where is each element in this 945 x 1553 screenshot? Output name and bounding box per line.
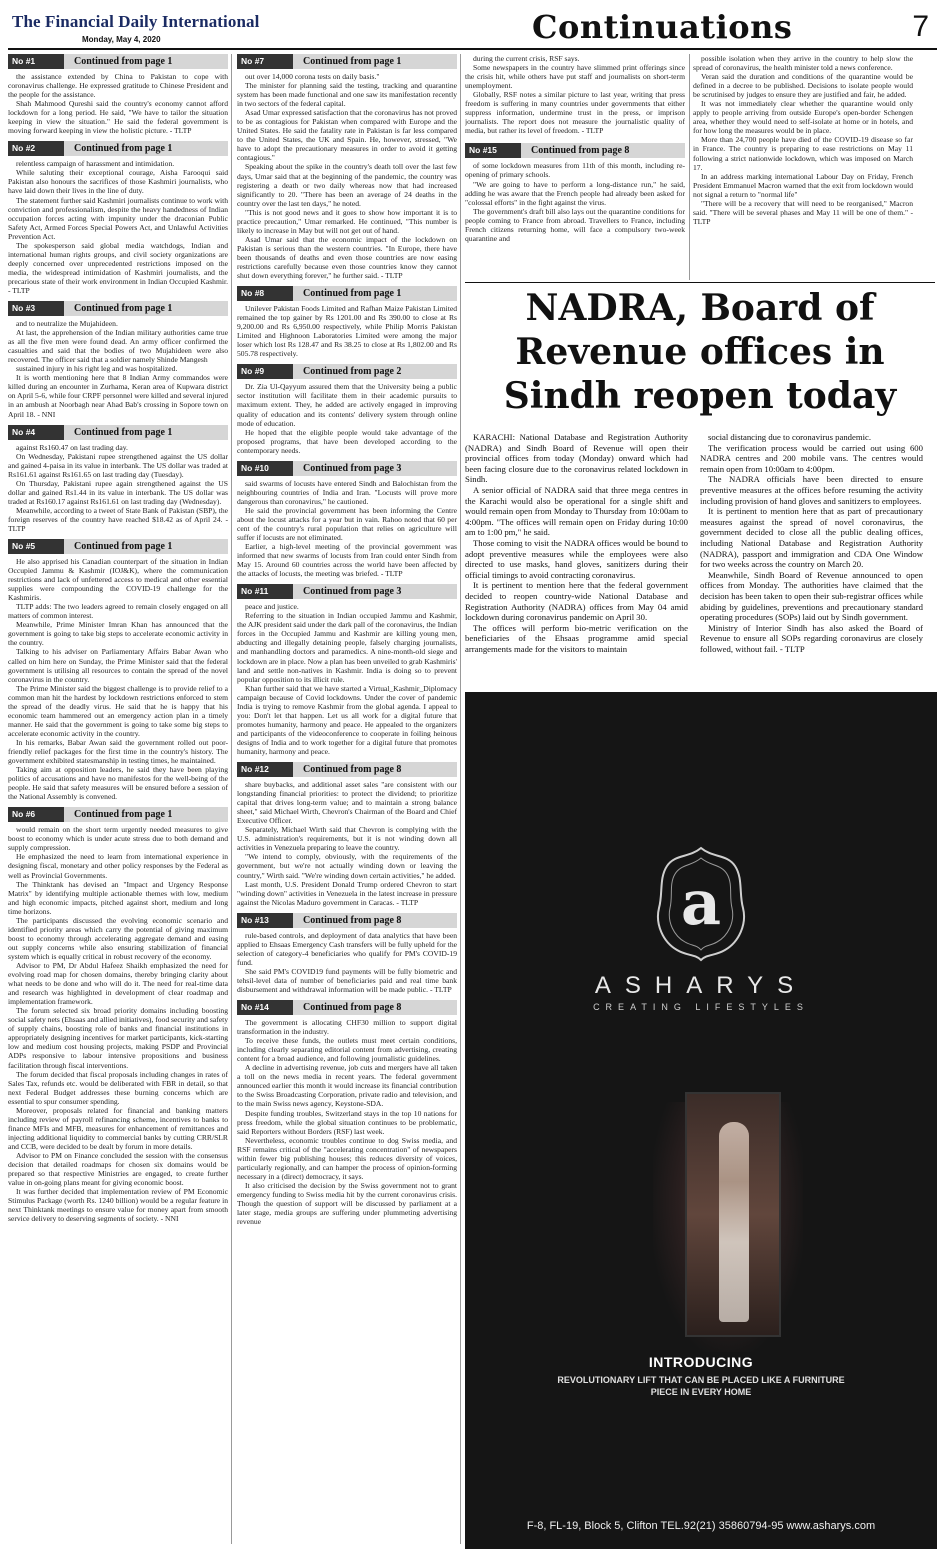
paragraph: "There will be a recovery that will need to be reorganised," Macron said. "There will be several phases and May 11 will be one of them." - TLTP [693,198,913,226]
continuation-text [8,72,228,135]
continuation-number: No #4 [8,425,64,440]
continuation-text [237,304,457,358]
continued-from-label: Continued from page 1 [64,807,228,822]
continuation-block [8,539,228,801]
continued-from-label: Continued from page 1 [64,141,228,156]
continuation-header [237,54,457,69]
continued-from-label: Continued from page 1 [293,286,457,301]
continuation-number: No #8 [237,286,293,301]
paragraph: She said PM's COVID19 fund payments will be fully biometric and tehsil-level data of number of beneficiaries paid and real time bank disbursement and withdrawal information will be made public. - TLTP [237,966,457,994]
continuation-number: No #7 [237,54,293,69]
continuation-text [237,479,457,579]
paragraph: Some newspapers in the country have slimmed print offerings since the crisis hit, while others have put staff and journalists on short-term unemployment. [465,63,685,91]
page-number: 7 [912,10,929,43]
paragraph: The Thinktank has devised an "Impact and Urgency Response Matrix" by identifying multiple actionable themes with low, medium and high economic impacts, pitched against short, medium and long time horizons. [8,879,228,916]
continued-from-label: Continued from page 8 [293,762,457,777]
paragraph: Veran said the duration and conditions of the quarantine would be defined in a decree to be published. Decisions to isolate people would be scrutinised by judges to ensure they are justified and fair, he added. [693,72,913,100]
paragraph: The government's draft bill also lays out the quarantine conditions for people coming to France from abroad. Travellers to France, including French citizens returning home, will face a compulsory two-week quarantine and [465,206,685,243]
section-title: Continuations [532,8,793,46]
paragraph: At last, the apprehension of the Indian military authorities came true as all the five men were found dead. An army officer confirmed the casualties and said that the bodies of two Mujahideen were also recovered. The officer said that a soldier namely Shinde Mangesh [8,328,228,365]
continuation-number: No #2 [8,141,64,156]
continuation-header [237,1000,457,1015]
asharys-advertisement [465,692,937,1549]
main-headline: NADRA, Board of Revenue offices in Sindh reopen today [503,287,897,417]
continuation-header [237,584,457,599]
paragraph: It is worth mentioning here that 8 Indian Army commandos were killed during an encounter in Zurhama, Keran area of Kupwara district on April 5-6, while four CRPF personnel were killed and several injured in an ambush at Noorbagh near Ahad Bab's crossing in Sopore town on April 18. - NNI [8,373,228,419]
paragraph: Dr. Zia Ul-Qayyum assured them that the University being a public sector institution will facilitate them in their academic pursuits to maximum extent. They, he added are actively engaged in improving quality of education and its contents' delivery system through online mode of education. [237,382,457,428]
paragraph: He hoped that the eligible people would take advantage of the proposed programs, that have been developed according to the contemporary needs. [237,427,457,455]
continuation-number: No #5 [8,539,64,554]
paragraph: against Rs160.47 on last trading day. [16,442,128,452]
continuation-header [8,425,228,440]
continuation-number: No #9 [237,364,293,379]
paragraph: The spokesperson said global media watchdogs, Indian and international human rights groups, and civil society organizations are deeply concerned over unprecedented restrictions imposed on the media, the widespread intimidation of Kashmiri journalists, and the precarious state of their work environment in Indian Occupied Kashmir. - TLTP [8,240,228,295]
ad-intro-heading: INTRODUCING [648,1354,754,1370]
paragraph: Advisor to PM, Dr Abdul Hafeez Shaikh emphasized the need for evolving road map for chosen domains, thereby bringing clarity about what needs to be done and who will do it. The need for real-time data and research was highlighted in development of clear roadmap and implementation framework. [8,960,228,1007]
story-paragraph: KARACHI: National Database and Registration Authority (NADRA) and Sindh Board of Revenue will open their provincial offices from today (Monday) onward which had been facing closure due to the coronavirus related lockdown in Sindh. [465,432,688,485]
paragraph: The forum decided that fiscal proposals including changes in rates of Sales Tax, refunds etc. would be deliberated with FBR in detail, so that next Federal Budget addresses these burning concerns which are essential to spur consumer spending. [8,1069,228,1106]
paragraph: share buybacks, and additional asset sales "are consistent with our longstanding financial priorities: to protect the dividend; to prioritize capital that drives long-term value; and to maintain a strong balance sheet," said Michael Wirth, Chevron's Chairman of the Board and Chief Executive Officer. [237,780,457,826]
paragraph: More than 24,700 people have died of the COVID-19 disease so far in France. The country is preparing to ease restrictions on May 11 following a strict nationwide lockdown, which was imposed on March 17. [693,135,913,172]
paragraph: out over 14,000 corona tests on daily basis." [245,72,380,81]
paragraph: said swarms of locusts have entered Sindh and Balochistan from the neighbouring countries of India and Iran. "Locusts will prove more dangerous than coronavirus," he cautioned. [237,478,457,506]
paragraph: rule-based controls, and deployment of data analytics that have been applied to Ehsaas Emergency Cash transfers will be fully upheld for the selection of category-4 beneficiaries who qualify for PM's COVID-19 fund. [237,930,457,967]
paragraph: He also apprised his Canadian counterpart of the situation in Indian Occupied Jammu & Kashmir (IOJ&K), where the communication restrictions and lack of unfettered access to medical and other essential supplies were compounding the COVID-19 challenge for the Kashmiris. [8,557,228,603]
paragraph: Referring to the situation in Indian occupied Jammu and Kashmir, the AJK president said under the dark pall of the coronavirus, the Indian forces in the Occupied Jammu and Kashmir are killing young men, abducting and illegally detaining people, falsely charging journalists, and manhandling doctors and paramedics. A nine-month-old siege and lockdown are in place. Now a plan has been unveiled to grab Kashmiris' land and settle non-natives in Kashmir. India is doing so to prevent popular opposition to its illicit rule. [237,611,457,684]
newspaper-name: The Financial Daily International [12,12,260,31]
paragraph: The statement further said Kashmiri journalists continue to work with conviction and professionalism, despite the heavy handedness of Indian occupation forces acting with impunity under the draconian Public Safety Act, Armed Forces Special Powers Act, and Unlawful Activities Prevention Act. [8,195,228,241]
continuation-header [237,913,457,928]
headline-rule [465,282,935,283]
continued-from-label: Continued from page 1 [64,301,228,316]
continuation-text [237,780,457,907]
continuation-header [237,364,457,379]
column-divider [689,54,690,280]
continued-from-label: Continued from page 1 [64,539,228,554]
paragraph: He emphasized the need to learn from international experience in designing fiscal, monetary and other policy responses by the Federal as well as Provincial Governments. [8,852,228,880]
paragraph: the assistance extended by China to Pakistan to cope with coronavirus challenge. He expressed gratitude to Chinese President and the people for the assistance. [8,72,228,100]
paragraph: Taking aim at opposition leaders, he said they have been playing politics of accusations and have no manifestos for the well-being of the people. He said that safety measures will be ensured before a session of the National Assembly is convened. [8,765,228,802]
continuation-block [8,425,228,533]
continuation-text [237,1018,457,1226]
continuation-text [237,602,457,756]
continuation-number: No #15 [465,143,521,158]
paragraph: possible isolation when they arrive in the country to help slow the spread of coronavirus, the health minister told a news conference. [693,54,913,73]
continuation-header [237,461,457,476]
main-story-column-2 [700,432,923,654]
continuation-block [8,301,228,419]
paragraph: A decline in advertising revenue, job cuts and mergers have all taken a toll on the news media in recent years. The federal government announced earlier this month it would increase its financial contribution to the Swiss Broadcasting Corporation, private radio and television, and to the main Swiss news agency, Keystone-SDA. [237,1063,457,1109]
continuation-block [237,286,457,358]
paragraph: Shah Mahmood Qureshi said the country's economy cannot afford lockdown for a long period. He said, "We have to tailor the situation keeping in view the situation." He said the federal government is moving forward keeping in view the holistic picture. - TLTP [8,99,228,136]
continuation-text [237,931,457,994]
continuation-header [8,807,228,822]
paragraph: It also criticised the decision by the Swiss government not to grant emergency funding to Swiss media hit by the current coronavirus crisis. Though the question of support will be discussed by parliament at a later stage, media groups are suffering under plummeting advertising revenue [237,1180,457,1227]
continuation-text [8,159,228,295]
continuation-block [237,762,457,907]
paragraph: Separately, Michael Wirth said that Chevron is complying with the U.S. administration's requirements, but it is not winding down all activities in Venezuela preparing to leave the country. [237,825,457,853]
logo-letter: a [680,866,722,939]
continuation-block [237,913,457,994]
paragraph: Unilever Pakistan Foods Limited and Rafhan Maize Pakistan Limited remained the top gainer by Rs 1201.00 and Rs 390.00 to close at Rs 9,200.00 and Rs 6,950.00 respectively, while Philip Morris Pakistan Limited and Highnoon Laboratories Limited were among the major loser which lost Rs 128.47 and Rs 38.25 to close at Rs 1,802.00 and Rs 505.78 respectively. [237,304,457,359]
paragraph: The forum selected six broad priority domains including boosting social safety nets (Ehsaas and allied initiatives), food security and safety of supply chains, boosting role of banks and financial institutions in appropriately designing incentives for market participants, kick-starting low and medium cost housing projects, making PSDP and Provincial ADPs responsive to labour intensive propositions and business facilitation through fiscal interventions. [8,1006,228,1070]
continuation-text [465,161,685,242]
paragraph: Last month, U.S. President Donald Trump ordered Chevron to start "winding down" activities in Venezuela in the latest increase in pressure against the Nicolas Maduro government in Caracas. - TLTP [237,879,457,907]
continuation-block [237,1000,457,1226]
continued-from-label: Continued from page 3 [293,461,457,476]
paragraph: peace and justice. [245,602,299,612]
continuation-number: No #14 [237,1000,293,1015]
story-paragraph: Those coming to visit the NADRA offices would be bound to adopt preventive measures while the employees were also directed to use masks, hand gloves, sanitizers during their official timings to avoid contracting coronavirus. [465,537,688,580]
paragraph: On Thursday, Pakistani rupee again strengthened against the US dollar and gained Rs1.44 in its value in interbank. The US dollar was traded at Rs160.17 against Rs161.61 on last trading day (Wednesday). [8,478,228,506]
paragraph: "This is not good news and it goes to show how important it is to practice precaution," Umar remarked. He continued, "This number is likely to increase in May but will not get out of hand. [237,207,457,235]
continuation-header [465,143,685,158]
paragraph: Meanwhile, Prime Minister Imran Khan has announced that the government is going to take big steps to accelerate economic activity in the country. [8,620,228,648]
column-divider [460,54,461,1544]
paragraph: In his remarks, Babar Awan said the government rolled out poor-friendly relief packages for the first time in the country's history. The government exhibited statesmanship in testing times, he maintained. [8,737,228,766]
paragraph: of some lockdown measures from 11th of this month, including re-opening of primary schools. [465,161,685,180]
paragraph: sustained injury in his right leg and was hospitalized. [16,364,178,374]
continuation-text [8,319,228,419]
continuation-text [465,54,685,135]
main-story-column-1 [465,432,688,654]
paragraph: It was further decided that implementation review of PM Economic Stimulus Package (worth Rs. 1240 billion) would be a regular feature in next Thinktank meetings to ensure value for money apart from smooth service delivery to deserving segments of society. - NNI [8,1187,228,1224]
continuation-text [8,557,228,801]
continuation-number: No #12 [237,762,293,777]
continued-from-label: Continued from page 1 [293,54,457,69]
continued-from-label: Continued from page 1 [64,425,228,440]
continuation-text [237,72,457,280]
continuation-block [237,54,457,280]
continued-from-label: Continued from page 8 [293,1000,457,1015]
story-paragraph: It is pertinent to mention here that as part of precautionary measures against the spread of novel coronavirus, the government decided to close all the public dealing offices, including National Database and Registration Authority (NADRA), passport and immigration and CDA One Window for two weeks across the country on March 20. [700,506,923,570]
paragraph: He said the provincial government has been informing the Centre about the locust attacks for a year but in vain. Rahoo noted that 60 per cent of the country's rural population that relies on agriculture will suffer if locusts are not eliminated. [237,505,457,543]
paragraph: Moreover, proposals related for financial and banking matters including review of payroll refinancing scheme, incentives to banks to finance MFIs and MFB, measures for enhancement of remittances and injecting additional liquidity to commercial banks by cutting CRR/SLR and CCB, were decided to be dealt by forum in more details. [8,1105,228,1151]
column-3 [465,54,685,249]
continuation-block [237,584,457,756]
continued-from-label: Continued from page 2 [293,364,457,379]
ad-contact-line: F-8, FL-19, Block 5, Clifton TEL.92(21) 35860794-95 www.asharys.com [526,1520,876,1532]
asharys-logo-icon [655,844,747,962]
column-2 [237,54,457,1232]
continued-from-label: Continued from page 3 [293,584,457,599]
model-figure [719,1122,749,1322]
paragraph: Nevertheless, economic troubles continue to dog Swiss media, and RSF remains critical of the "accelerating concentration" of newspapers within fewer big publishing houses; this reduces diversity of voices, particularly regionally, and can hamper the process of opinion-forming necessary in a (direct) democracy, it says. [237,1135,457,1181]
story-paragraph: It is pertinent to mention here that the federal government decided to reopen country-wide National Database and Registration Authority (NADRA) offices from May 04 amid lockdown during coronavirus pandemic on April 30. [465,580,688,623]
continued-from-label: Continued from page 8 [293,913,457,928]
masthead [8,4,937,50]
ad-tagline: CREATING LIFESTYLES [593,1002,809,1012]
column-divider [231,54,232,1544]
continuation-text [693,54,913,226]
paragraph: The government is allocating CHF30 million to support digital transformation in the industry. [237,1018,457,1037]
paragraph: "We intend to comply, obviously, with the requirements of the government, but we're not actually winding down or leaving the country," Wirth said. "We're winding down certain activities," he added. [237,852,457,880]
continuation-header [8,539,228,554]
continuation-number: No #11 [237,584,293,599]
story-paragraph: social distancing due to coronavirus pandemic. [708,432,872,442]
continuation-number: No #10 [237,461,293,476]
story-paragraph: Ministry of Interior Sindh has also asked the Board of Revenue to ensure all SOPs regarding coronavirus are closely followed, without fail. - TLTP [700,622,923,654]
paragraph: Advisor to PM on Finance concluded the session with the consensus decision that detailed roadmaps for chosen six domains would be prepared so that respective Ministries are engaged, to create further value in on-going plans meant for giving economic boost. [8,1150,228,1188]
paragraph: Globally, RSF notes a similar picture to last year, writing that press freedom is suffering in many countries under governments that either suppress information, undermine trust in the press, or imprison journalists. The report does not measure the journalistic quality of media, but rather its level of freedom. - TLTP [465,90,685,136]
continuation-header [8,141,228,156]
continuation-block [465,143,685,242]
paragraph: Speaking about the spike in the country's death toll over the last few days, Umar said that at the beginning of the pandemic, the country was registering a death or two daily whereas now that had increased significantly to 20. "There has been an average of 24 deaths in the country over the last ten days," he noted. [237,162,457,208]
continuation-block [8,54,228,135]
paragraph: While saluting their exceptional courage, Aisha Farooqui said Pakistan also honours the sacrifices of those Kashmiri journalists, who have laid down their lives in the line of duty. [8,168,228,196]
continuation-header [8,301,228,316]
column-1 [8,54,228,1229]
paragraph: On Wednesday, Pakistani rupee strengthened against the US dollar and gained 4-paisa in its value in interbank. The US dollar was traded at Rs161.61 against Rs161.65 on last trading day (Tuesday). [8,451,228,479]
paragraph: It was not immediately clear whether the quarantine would only apply to people arriving from outside Europe's open-border Schengen area, whether they would need to self-isolate at home or in hotels, and for how long the measures would be in place. [693,99,913,136]
paragraph: The participants discussed the evolving economic scenario and identified priority areas which carry the potential of giving maximum boost to economy through accelerating aggregate demand and easing out supply concerns while also ensuring stabilization of financial system which is equally critical in robust recovery of the economy. [8,915,228,961]
paragraph: would remain on the short term urgently needed measures to give boost to economy which is under acute stress due to both demand and supply compression. [8,825,228,853]
masthead-rule [8,48,937,50]
publication-date: Monday, May 4, 2020 [82,35,161,44]
story-paragraph: A senior official of NADRA said that three mega centres in the Karachi would also be operational for a single shift and would remain open from Monday to Thursday from 10:00am to 4:00pm. "The offices will remain open on Friday during 10:00 am to 1:00 pm," he said. [465,484,688,538]
paragraph: during the current crisis, RSF says. [473,54,580,63]
paragraph: The Prime Minister said the biggest challenge is to provide relief to a common man hit the hardest by lockdown restrictions enforced to stem the spread of the deadly virus. He said that he is happy that his economic team hammered out an emergency action plan in a timely manner. He said that the government is going to take some big steps to accelerate economic activity in the country. [8,683,228,738]
paragraph: "We are going to have to perform a long-distance run," he said, adding he was aware that the French people had already been asked for "colossal efforts" in the fight against the virus. [465,179,685,207]
continuation-number: No #13 [237,913,293,928]
column-4 [693,54,913,226]
continuation-block [8,141,228,295]
paragraph: TLTP adds: The two leaders agreed to remain closely engaged on all matters of common interest. [8,602,228,621]
continuation-number: No #6 [8,807,64,822]
paragraph: Earlier, a high-level meeting of the provincial government was informed that new swarms of locusts from Iran could enter Sindh from May 15. Around 60 countries across the world have been affected by the attacks of locusts, the meeting was briefed. - TLTP [237,542,457,579]
ad-brand-name: ASHARYS [594,972,808,999]
paragraph: The minister for planning said the testing, tracking and quarantine system has been made functional and one saw its manifestation recently in two sectors of the federal capital. [237,81,457,109]
continuation-header [237,286,457,301]
continuation-text [8,443,228,533]
continuation-header [237,762,457,777]
story-paragraph: The offices will perform bio-metric verification on the beneficiaries of the Ehsaas programme amid special arrangements made for the visitors to maintain [465,622,688,654]
continuation-number: No #3 [8,301,64,316]
story-paragraph: Meanwhile, Sindh Board of Revenue announced to open offices from Monday. The authorities have claimed that the decision has been taken to open their sub-registrar offices while abiding by guidelines, preventions and precautionary standard operating procedures (SOPs) laid out by Sindh government. [700,569,923,623]
continuation-number: No #1 [8,54,64,69]
story-paragraph: The NADRA officials have been directed to ensure preventive measures at the offices before resuming the activity including provision of hand gloves and sanitizers to employees. [700,474,923,506]
continuation-text [237,382,457,454]
continued-from-label: Continued from page 8 [521,143,685,158]
paragraph: In an address marking international Labour Day on Friday, French President Emmanuel Macron warned that the exit from lockdown would not signal a return to "normal life" [693,171,913,199]
continuation-block [8,807,228,1223]
story-paragraph: The verification process would be carried out using 600 NADRA centres and 200 mobile vans. The centres would remain open from 10:00am to 4:00pm. [700,442,923,474]
ad-intro-text: REVOLUTIONARY LIFT THAT CAN BE PLACED LIKE A FURNITURE PIECE IN EVERY HOME [557,1375,845,1397]
paragraph: Despite funding troubles, Switzerland stays in the top 10 nations for press freedom, while the global situation continues to be problematic, said Reporters without Borders (RSF) last week. [237,1108,457,1136]
paragraph: Meanwhile, according to a tweet of State Bank of Pakistan (SBP), the foreign reserves of the country have reached $18.42 as of April 24. - TLTP [8,505,228,533]
continuation-block [237,364,457,454]
continuation-block [237,461,457,579]
paragraph: relentless campaign of harassment and intimidation. [16,159,175,169]
continuation-text [8,825,228,1223]
paragraph: Asad Umar said that the economic impact of the lockdown on Pakistan is serious than the western countries. "In Europe, there have been thousands of deaths and even those countries are now easing restrictions carefully because even those countries know they cannot shut down everything forever," he further said. - TLTP [237,234,457,281]
paragraph: and to neutralize the Mujahideen. [16,319,118,329]
paragraph: Asad Umar expressed satisfaction that the coronavirus has not proved to be as contagious for Pakistan when compared with Europe and the United States. He said the fatality rate in Pakistan is far less compared to the United States, the UK and Spain. He, however, stressed, "We have to adopt the precautionary measures in order to avoid it getting contagious." [237,108,457,163]
continuation-header [8,54,228,69]
continued-from-label: Continued from page 1 [64,54,228,69]
paragraph: To receive these funds, the outlets must meet certain conditions, including clearly separating editorial content from advertising, creating content for a broad audience, and following journalistic guidelines. [237,1036,457,1064]
paragraph: Talking to his adviser on Parliamentary Affairs Babar Awan who called on him here on Sunday, the Prime Minister said that the federal government is utilising all resources to contain the spread of the novel coronavirus in the country. [8,647,228,684]
paragraph: Khan further said that we have started a Virtual_Kashmir_Diplomacy campaign because of Covid lockdowns. Under the cover of pandemic India is trying to remove Kashmir from the global agenda. I appeal to you: Don't let that happen. Let us all work for a digital future that promotes humanity, harmony and peace. He appealed to the organizers and participants of the videoconference to cooperate in foiling heinous designs of India and to work together for a digital future that promotes humanity, harmony and peace. [237,683,457,756]
